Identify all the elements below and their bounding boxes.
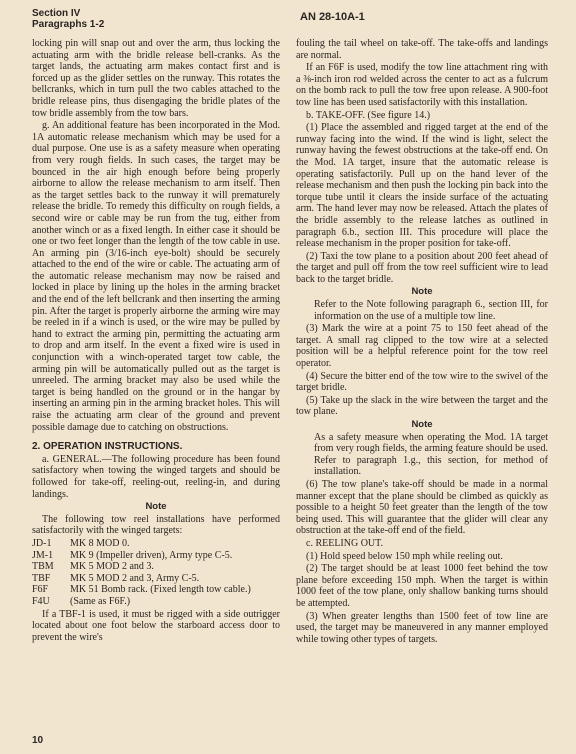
tow-reel-table [32, 538, 251, 608]
table-row [32, 573, 251, 585]
aircraft-code: F6F [32, 584, 49, 596]
reel-description: MK 5 MOD 2 and 3. [70, 561, 154, 573]
section-heading: 2. OPERATION INSTRUCTIONS. [32, 441, 183, 453]
reel-description: MK 9 (Impeller driven), Army type C-5. [70, 549, 233, 561]
paragraph: (2) The target should be at least 1000 feet behind the tow plane before exceeding 150 mph. When the target is within 1000 feet of the tow plane, only shallow banking turns should be attempted. [296, 563, 548, 609]
paragraph: g. An additional feature has been incorporated in the Mod. 1A automatic release mechanism which may be used for a dual purpose. One use is as a safety measure when operating from very rough fields. In such cases, the target may be bounced in the air high enough before being properly airborne to allow the release mechanism to arm itself. Then as the target settles back to the runway it will prematurely release the bridle. To remedy this difficulty on rough fields, a second wire or cable may be run from the tug, either from another winch or as a fixed length. In either case it should be one or two feet longer than the length of the tow cable in use. An arming pin (3/16-inch eye-bolt) should be securely attached to the end of the wire or cable. The actuating arm of the automatic release mechanism may now be raised and locked in place by lining up the holes in the arming bracket and the end of the left bellcrank and then inserting the arming pin. After the target is properly airborne the arming wire may be reeled in if a winch is used, or the wire may be pulled by hand to extract the arming pin, permitting the actuating arm to drop and arm itself. In the event a fixed wire is used in conjunction with a winch-operated target tow cable, the arming pin will be automatically pulled out as the target is unreeled. The arming bracket may also be used while the target is being handled on the ground or in the hangar by inserting an arming pin in the arming bracket holes. This will raise the actuating arm clear of the ground and prevent possible damage due to catching on obstructions. [32, 120, 280, 433]
paragraph: (3) When greater lengths than 1500 feet of tow line are used, the target may be maneuvered in any manner employed while towing other types of targets. [296, 610, 548, 645]
aircraft-code: TBF [32, 572, 51, 584]
note-heading: Note [145, 501, 167, 513]
page-number: 10 [32, 735, 44, 746]
right-column [296, 38, 548, 646]
paragraph: If an F6F is used, modify the tow line attachment ring with a ⅜-inch iron rod welded across the center to act as a fulcrum on the bomb rack to pull the tow free upon release. A 900-foot tow line has been used satisfactorily with this installation. [296, 62, 548, 108]
reel-description: (Same as F6F.) [70, 595, 131, 607]
table-row [32, 538, 251, 550]
paragraph: (6) The tow plane's take-off should be made in a normal manner except that the plane should be climbed as quickly as possible to a height 50 feet greater than the length of the tow being used. This will guarantee that the glider will clear any obstruction at the take-off end of the field. [296, 478, 548, 537]
aircraft-code: F4U [32, 595, 50, 607]
paragraph: If a TBF-1 is used, it must be rigged with a side outrigger located about one foot below the starboard access door to prevent the wire's [32, 608, 280, 643]
paragraph: (3) Mark the wire at a point 75 to 150 feet ahead of the target. A small rag clipped to the tow wire at a selected position will be a helpful reference point for the tow reel operator. [296, 323, 548, 370]
paragraph: (1) Place the assembled and rigged target at the end of the runway facing into the wind. If the wind is light, select the runway having the fewest obstructions at the take-off end. On the Mod. 1A target, insure that the automatic release is operating satisfactorily. Pull up on the hand lever of the release mechanism and then push the locking pin back into the torque tube until it clears the inside surface of the actuating arm. The hand lever may now be released. Attach the plates of the bridle assembly to the release latches as outlined in paragraph 6.b., section III. This procedure will place the release mechanism in the proper position for take-off. [296, 122, 548, 250]
reel-description: MK 5 MOD 2 and 3, Army C-5. [70, 572, 200, 584]
document-id: AN 28-10A-1 [300, 11, 365, 23]
paragraph: (4) Secure the bitter end of the tow wire to the swivel of the target bridle. [296, 370, 548, 394]
paragraph: (2) Taxi the tow plane to a position about 200 feet ahead of the target and pull off from the tow reel sufficient wire to lead back to the target bridle. [296, 250, 548, 285]
aircraft-code: TBM [32, 561, 54, 573]
section-header [32, 8, 104, 30]
table-row [32, 584, 251, 596]
paragraph: (5) Take up the slack in the wire between the target and the tow plane. [296, 394, 548, 418]
paragraph: (1) Hold speed below 150 mph while reeling out. [306, 550, 503, 562]
subsection-heading: c. REELING OUT. [306, 537, 384, 549]
note-text: Refer to the Note following paragraph 6., section III, for information on the use of a multiple tow line. [314, 299, 548, 322]
reel-description: MK 8 MOD 0. [70, 537, 130, 549]
table-row [32, 561, 251, 573]
paragraph: locking pin will snap out and over the arm, thus locking the actuating arm with the bridle release bell-cranks. As the target lands, the actuating arm makes contact first and is forced up as the glider settles on the runway. This rotates the bellcranks, which in turn pull the two cables attached to the bridle release pins, thus disengaging the bridle plates of the tow bridle assembly from the tow bars. [32, 38, 280, 119]
note-heading: Note [411, 286, 433, 298]
note-text: As a safety measure when operating the Mod. 1A target from very rough fields, the arming feature should be used. Refer to paragraph 1.g., this section, for method of installation. [314, 431, 548, 478]
paragraphs-label: Paragraphs 1-2 [32, 19, 105, 30]
aircraft-code: JM-1 [32, 549, 54, 561]
left-column [32, 38, 280, 644]
subsection-heading: b. TAKE-OFF. (See figure 14.) [306, 109, 431, 121]
paragraph: fouling the tail wheel on take-off. The take-offs and landings are normal. [296, 38, 548, 61]
section-label: Section IV [32, 8, 81, 19]
paragraph: a. GENERAL.—The following procedure has been found satisfactory when towing the winged targets and should be followed for take-off, reeling-out, reeling-in, and during landings. [32, 453, 280, 500]
aircraft-code: JD-1 [32, 537, 52, 549]
table-row [32, 550, 251, 562]
note-text: The following tow reel installations have performed satisfactorily with the winged targets: [32, 513, 280, 537]
note-heading: Note [411, 419, 433, 430]
reel-description: MK 51 Bomb rack. (Fixed length tow cable.) [70, 584, 251, 596]
table-row [32, 596, 251, 608]
